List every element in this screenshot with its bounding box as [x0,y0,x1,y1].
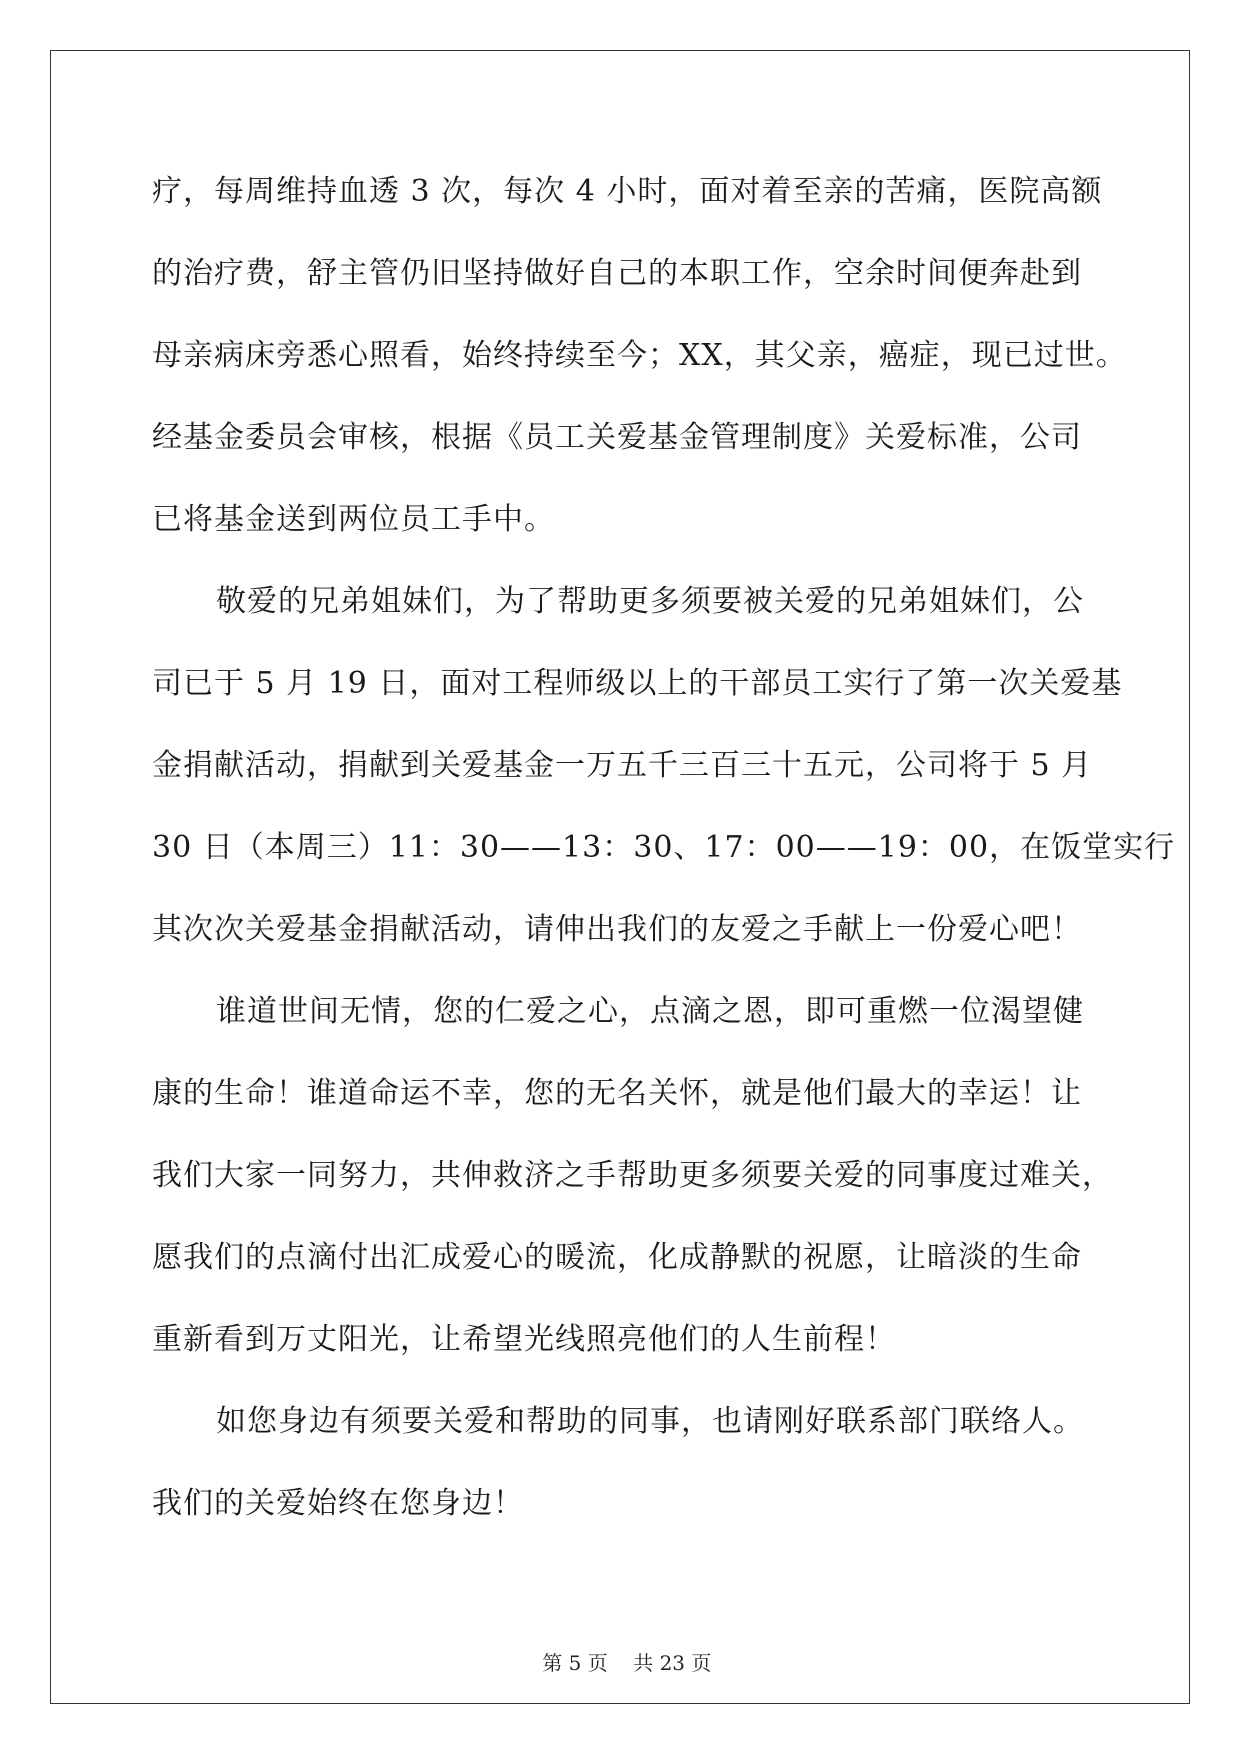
text-line: 30 日（本周三）11：30——13：30、17：00——19：00，在饭堂实行 [152,830,1176,865]
total-pages: 共 23 页 [633,1651,712,1675]
footer-spacer [608,1651,633,1675]
text-line: 疗，每周维持血透 3 次，每次 4 小时，面对着至亲的苦痛，医院高额 [152,174,1103,209]
text-line: 司已于 5 月 19 日，面对工程师级以上的干部员工实行了第一次关爱基 [152,666,1123,701]
text-line: 我们的关爱始终在您身边！ [152,1486,524,1521]
text-line: 谁道世间无情，您的仁爱之心，点滴之恩，即可重燃一位渴望健 [216,994,1084,1029]
text-line: 重新看到万丈阳光，让希望光线照亮他们的人生前程！ [152,1322,896,1357]
text-line: 其次次关爱基金捐献活动，请伸出我们的友爱之手献上一份爱心吧！ [152,912,1082,947]
text-line: 愿我们的点滴付出汇成爱心的暖流，化成静默的祝愿，让暗淡的生命 [152,1240,1082,1275]
text-line: 的治疗费，舒主管仍旧坚持做好自己的本职工作，空余时间便奔赴到 [152,256,1082,291]
text-line: 母亲病床旁悉心照看，始终持续至今；XX，其父亲，癌症，现已过世。 [152,338,1127,373]
text-line: 经基金委员会审核，根据《员工关爱基金管理制度》关爱标准，公司 [152,420,1082,455]
text-line: 金捐献活动，捐献到关爱基金一万五千三百三十五元，公司将于 5 月 [152,748,1093,783]
page-number: 第 5 页 [542,1651,608,1675]
text-line: 敬爱的兄弟姐妹们，为了帮助更多须要被关爱的兄弟姐妹们，公 [216,584,1084,619]
page-footer [0,1623,1241,1676]
text-line: 如您身边有须要关爱和帮助的同事，也请刚好联系部门联络人。 [216,1404,1084,1439]
text-line: 已将基金送到两位员工手中。 [152,502,555,537]
text-line: 我们大家一同努力，共伸救济之手帮助更多须要关爱的同事度过难关， [152,1158,1113,1193]
text-line: 康的生命！谁道命运不幸，您的无名关怀，就是他们最大的幸运！让 [152,1076,1082,1111]
document-body [152,162,1176,1556]
